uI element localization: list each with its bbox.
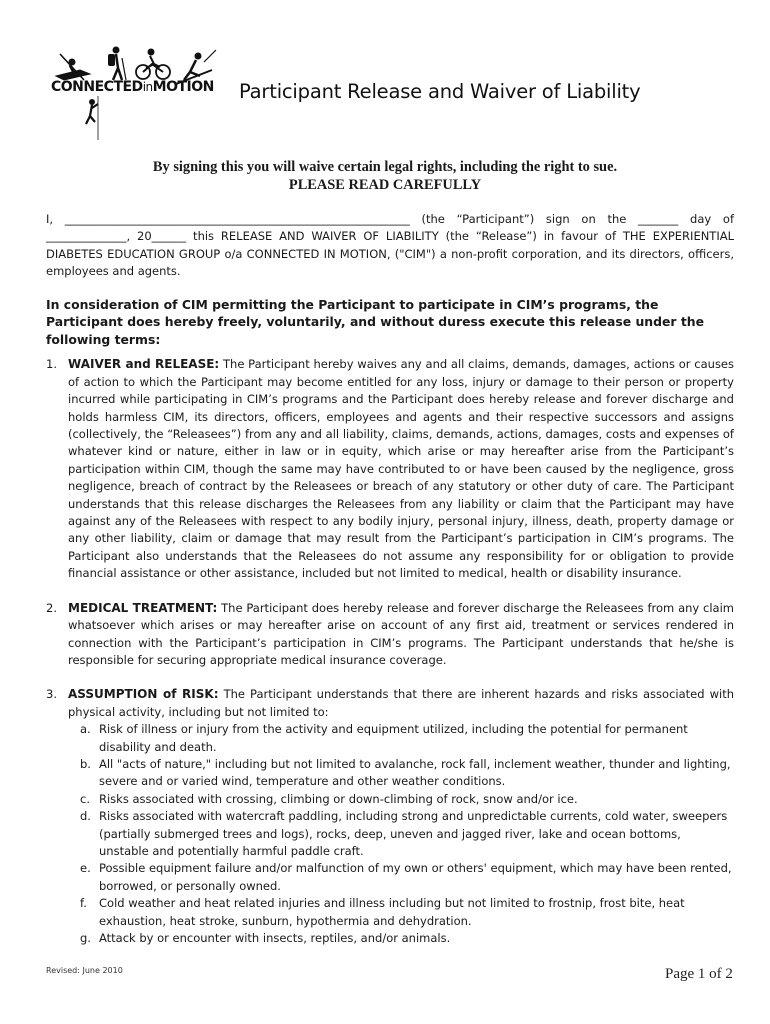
section-body: [68, 600, 734, 670]
section-assumption-of-risk: [46, 686, 734, 721]
risk-item: [80, 895, 734, 930]
risk-item: [80, 930, 734, 947]
legal-warning: By signing this you will waive certain legal rights, including the right to sue.: [152, 159, 618, 175]
section-text: The Participant understands that there are inherent hazards and risks associated with physical activity, including but not limited to:: [68, 687, 734, 719]
section-number: 2.: [46, 600, 57, 615]
risk-item-text: Possible equipment failure and/or malfunction of my own or others' equipment, which may have been rented, borrowed, or personally owned.: [99, 861, 732, 893]
section-medical-treatment: [46, 600, 734, 670]
document-body: [46, 211, 734, 947]
logo-word-motion: MOTION: [152, 79, 214, 95]
section-heading: WAIVER and RELEASE:: [68, 357, 220, 372]
risk-item: [80, 860, 734, 895]
section-number: 1.: [46, 357, 57, 372]
consideration-paragraph: In consideration of CIM permitting the Participant to participate in CIM’s programs, the Participant does hereby freely, voluntarily, and without duress execute this release under the following terms:: [46, 296, 704, 347]
risk-item-letter: b.: [80, 756, 91, 771]
risk-item-letter: g.: [80, 931, 91, 945]
risk-item-letter: c.: [80, 791, 90, 806]
risk-item-text: Risks associated with watercraft paddling, including strong and unpredictable currents, cold water, sweepers (partially submerged trees and logs), rocks, deep, uneven and jagged river, lake and ocean bottoms, unstable and potentially harmful paddle craft.: [99, 809, 728, 858]
revision-date: Revised: June 2010: [46, 966, 123, 975]
risk-item: [80, 808, 734, 860]
risk-item-letter: f.: [80, 896, 87, 911]
logo-wordmark: [51, 79, 214, 95]
risk-item-letter: d.: [80, 809, 91, 824]
connected-in-motion-logo: [50, 40, 225, 140]
risk-item-text: Cold weather and heat related injuries and illness including but not limited to frostnip, frost bite, heat exhaustion, heat stroke, sunburn, hypothermia and dehydration.: [99, 896, 685, 928]
section-heading: MEDICAL TREATMENT:: [68, 600, 218, 615]
intro-paragraph: I, ____________________________________________________________ (the “Participant”) sign on the _______ day of ______________, 20______ this RELEASE AND WAIVER OF LIABILITY (the “Release”) in favour of THE EXPERIENTIAL DIABETES EDUCATION GROUP o/a CONNECTED IN MOTION, ("CIM") a non-profit corporation, and its directors, officers, employees and agents.: [46, 212, 734, 279]
risk-item-text: Attack by or encounter with insects, reptiles, and/or animals.: [99, 931, 451, 945]
risk-item-text: Risk of illness or injury from the activity and equipment utilized, including the potential for permanent disability and death.: [99, 722, 688, 754]
risk-item: [80, 721, 734, 756]
page-number: Page 1 of 2: [665, 966, 733, 982]
risk-item-text: All "acts of nature," including but not limited to avalanche, rock fall, inclement weather, thunder and lighting, severe and or varied wind, temperature and other weather conditions.: [99, 756, 731, 789]
section-text: The Participant hereby waives any and all claims, demands, damages, actions or causes of action to which the Participant may become entitled for any loss, injury or damage to their person or property incurred while participating in CIM’s programs and the Participant does hereby release and forever discharge and holds harmless CIM, its directors, officers, employees and agents and their respective successors and assigns (collectively, the “Releasees”) from any and all liability, claims, demands, actions, damages, costs and expenses of whatever kind or nature, either in law or in equity, which arise or may hereafter arise from the Participant’s participation within CIM, though the same may have contributed to or have been caused by the negligence, gross negligence, breach of contract by the Releasees or breach of any statutory or other duty of care. The Participant understands that this release discharges the Releasees from any liability or claim that the Participant may have against any of the Releasees with respect to any bodily injury, personal injury, illness, death, property damage or any other liability, claim or damage that may result from the Participant’s participation in CIM’s programs. The Participant also understands that the Releasees do not assume any responsibility for or obligation to provide financial assistance or other assistance, included but not limited to medical, health or disability insurance.: [68, 357, 735, 581]
risk-item: [80, 756, 734, 791]
section-waiver-release: [46, 356, 734, 582]
risk-item-letter: a.: [80, 722, 91, 737]
section-number: 3.: [46, 687, 57, 702]
read-carefully-notice: PLEASE READ CAREFULLY: [288, 177, 482, 193]
logo-word-in: in: [142, 80, 153, 94]
section-heading: ASSUMPTION of RISK:: [68, 687, 219, 702]
logo-word-connected: CONNECTED: [51, 79, 143, 95]
document-title: Participant Release and Waiver of Liability: [239, 80, 641, 103]
section-body: [68, 686, 734, 721]
risk-item: [80, 791, 734, 808]
risk-item-letter: e.: [80, 861, 91, 876]
section-body: [68, 356, 734, 582]
section-text: The Participant does hereby release and forever discharge the Releasees from any claim whatsoever which arises or may hereafter arise on account of any first aid, treatment or services rendered in connection with the Participant’s participation in CIM’s programs. The Participant understands that he/she is responsible for securing appropriate medical insurance coverage.: [68, 600, 734, 667]
risk-item-text: Risks associated with crossing, climbing or down-climbing of rock, snow and/or ice.: [99, 791, 578, 806]
